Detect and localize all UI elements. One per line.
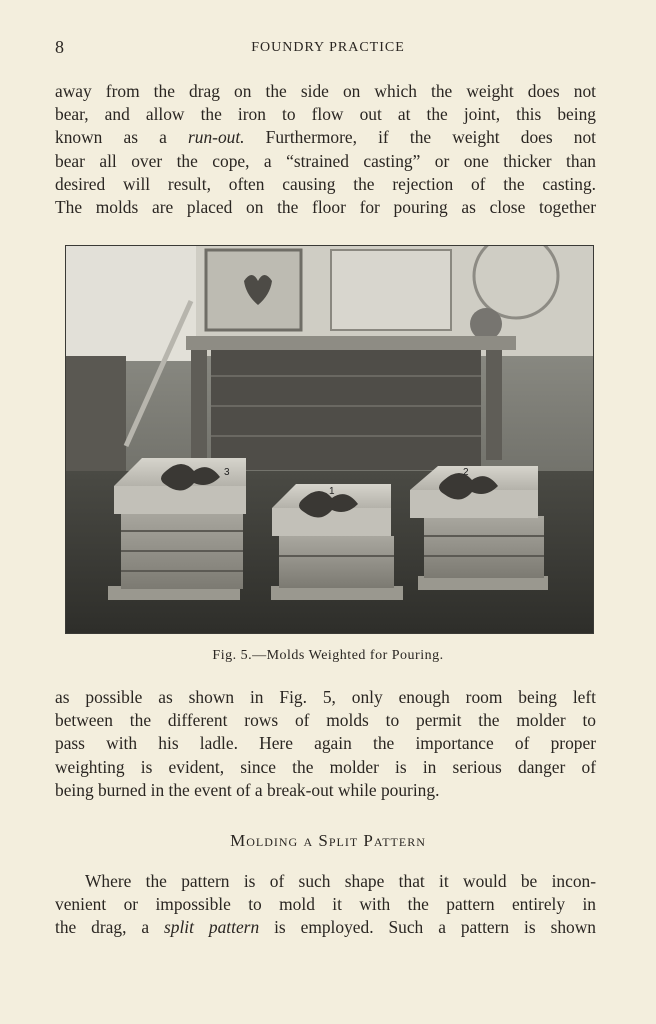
figure-caption: Fig. 5.—Molds Weighted for Pouring.	[212, 648, 444, 663]
paragraph-1	[55, 80, 596, 219]
text-fragment: is employed. Such a pattern is shown	[259, 917, 596, 938]
mold-2	[410, 466, 548, 590]
text-line	[55, 916, 596, 939]
text-line: as possible as shown in Fig. 5, only enough room being left	[55, 687, 596, 707]
text-line: desired will result, often causing the rejection of the casting.	[55, 173, 596, 194]
text-line: bear, and allow the iron to flow out at the joint, this being	[55, 104, 596, 125]
running-head: FOUNDRY PRACTICE	[251, 40, 405, 55]
mold-1	[271, 484, 403, 600]
text-line: being burned in the event of a break-out while pouring.	[55, 779, 440, 800]
text-line: between the different rows of molds to permit the molder to	[55, 710, 596, 731]
italic-term: run-out.	[188, 127, 245, 148]
text-line: venient or impossible to mold it with the pattern entirely in	[55, 894, 596, 915]
paragraph-3	[55, 870, 596, 940]
text-line: bear all over the cope, a “strained casting” or one thicker than	[55, 150, 596, 171]
paragraph-2	[55, 686, 596, 802]
mold-3	[108, 458, 246, 600]
text-line: The molds are placed on the floor for pouring as close together	[55, 197, 596, 218]
text-fragment: Furthermore, if the weight does not	[244, 127, 596, 148]
text-line	[55, 126, 596, 149]
page-number: 8	[55, 37, 64, 57]
text-fragment: known as a	[55, 127, 188, 148]
text-fragment: the drag, a	[55, 917, 165, 938]
italic-term: split pattern	[164, 917, 260, 938]
text-line: away from the drag on the side on which the weight does not	[55, 81, 596, 101]
figure-photograph	[65, 245, 594, 634]
mold-label-1: 1	[329, 486, 335, 497]
text-line: Where the pattern is of such shape that it would be incon-	[85, 871, 596, 891]
text-line: pass with his ladle. Here again the importance of proper	[55, 733, 596, 754]
mold-label-3: 3	[224, 467, 230, 478]
mold-label-2: 2	[463, 467, 469, 478]
text-line: weighting is evident, since the molder is in serious danger of	[55, 756, 596, 777]
section-heading: Molding a Split Pattern	[230, 831, 426, 850]
molds-photo	[66, 246, 593, 633]
